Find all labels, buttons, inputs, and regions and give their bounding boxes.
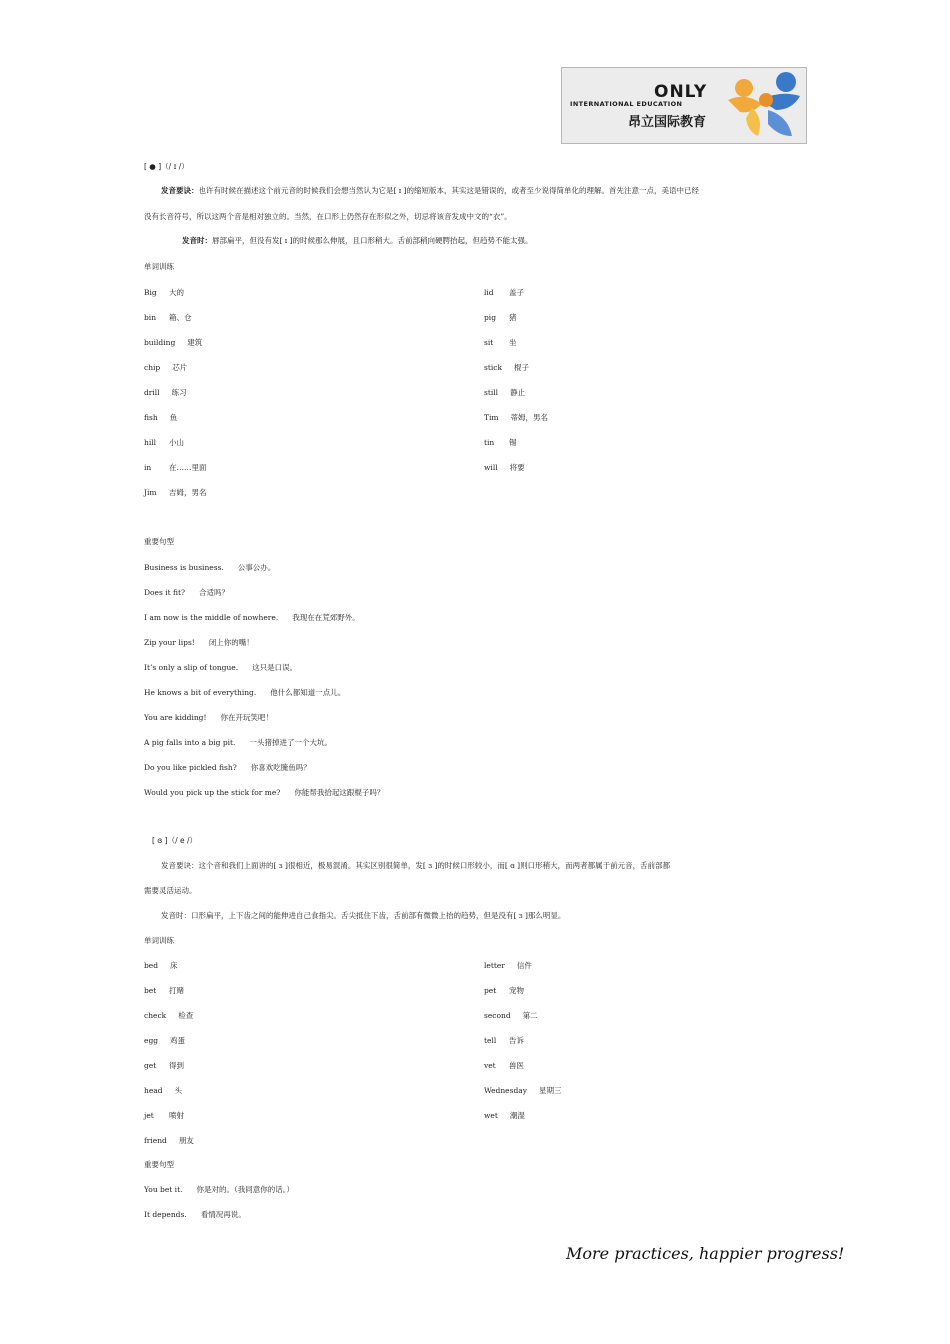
logo-subtitle: INTERNATIONAL EDUCATION: [570, 100, 683, 108]
entry-chinese: 建筑: [187, 338, 203, 347]
entry-english: in: [144, 463, 152, 472]
entry-english: pig: [484, 313, 497, 322]
company-logo: [561, 67, 807, 144]
entry-chinese: 一头猪掉进了一个大坑。: [249, 738, 332, 747]
entry-chinese: 这只是口误。: [252, 663, 298, 672]
entry-chinese: 将要: [509, 463, 525, 472]
entry-chinese: 你在开玩笑吧！: [220, 713, 273, 722]
entry-chinese: 潮湿: [509, 1111, 525, 1120]
entry-english: He knows a bit of everything.: [144, 688, 257, 697]
entry-english: Zip your lips!: [144, 638, 195, 647]
entry-english: tin: [484, 438, 495, 447]
entry-chinese: 你能帮我拾起这跟棍子吗？: [294, 788, 385, 797]
entry-chinese: 看情况再说。: [200, 1210, 246, 1219]
section2-words-title: 单词训练: [144, 936, 174, 945]
entry-english: You are kidding!: [144, 713, 207, 722]
entry-english: It’s only a slip of tongue.: [144, 663, 239, 672]
entry-chinese: 鸡蛋: [170, 1036, 186, 1045]
entry-chinese: 喷射: [169, 1111, 184, 1120]
entry-chinese: 兽医: [509, 1061, 524, 1070]
entry-english: Jim: [144, 488, 157, 497]
section2-sentences-title: 重要句型: [144, 1160, 174, 1169]
entry-chinese: 芯片: [172, 363, 188, 372]
entry-chinese: 得到: [169, 1061, 184, 1070]
entry-chinese: 小山: [169, 438, 184, 447]
entry-chinese: 他什么都知道一点儿。: [270, 688, 346, 697]
entry-english: Big: [144, 288, 157, 297]
entry-english: second: [484, 1011, 511, 1020]
section1-sentences-title: 重要句型: [144, 537, 174, 546]
section2-pron-line1: 发音要诀：这个音和我们上面讲的[ ɜ ]很相近，极易混淆。其实区别很简单，发[ ɜ ]的时候口形较小，而[ ɞ ]则口形稍大，而两者都属于前元音，舌前部都: [161, 861, 671, 870]
section1-words-title: 单词训练: [144, 262, 174, 271]
entry-chinese: 吉姆，男名: [169, 488, 207, 497]
entry-chinese: 打赌: [169, 986, 184, 995]
entry-chinese: 朋友: [178, 1136, 194, 1145]
entry-chinese: 星期三: [538, 1086, 562, 1095]
entry-english: fish: [144, 413, 158, 422]
entry-english: check: [144, 1011, 167, 1020]
entry-chinese: 练习: [171, 388, 187, 397]
entry-english: wet: [484, 1111, 498, 1120]
entry-chinese: 蒂姆，男名: [510, 413, 549, 422]
entry-english: Business is business.: [144, 563, 224, 572]
entry-chinese: 鱼: [169, 413, 178, 422]
entry-chinese: 在……里面: [169, 463, 207, 472]
entry-chinese: 床: [170, 961, 178, 970]
section1-pron-line2: 没有长音符号，所以这两个音是相对独立的。当然，在口形上仍然存在形似之外，切忌将该音发成中文的“衣”。: [144, 212, 512, 221]
entry-english: bin: [144, 313, 157, 322]
entry-chinese: 你是对的。（我同意你的话。）: [196, 1185, 294, 1194]
entry-chinese: 静止: [510, 388, 526, 397]
entry-english: drill: [144, 388, 160, 397]
entry-english: friend: [144, 1136, 167, 1145]
entry-english: lid: [484, 288, 494, 297]
section1-header: [ ● ]（/ ɪ /）: [144, 162, 189, 171]
logo-figures-icon: [722, 70, 806, 142]
entry-english: jet: [144, 1111, 154, 1120]
entry-english: I am now is the middle of nowhere.: [144, 613, 279, 622]
entry-chinese: 公事公办。: [237, 563, 276, 572]
entry-english: sit: [484, 338, 494, 347]
pron2-label: 发音时：: [182, 236, 212, 245]
entry-english: Do you like pickled fish?: [144, 763, 237, 772]
entry-english: bet: [144, 986, 157, 995]
entry-english: You bet it.: [144, 1185, 183, 1194]
entry-chinese: 合适吗？: [199, 588, 230, 597]
entry-english: get: [144, 1061, 157, 1070]
section2-pron-line2: 需要灵活运动。: [144, 886, 197, 895]
entry-english: letter: [484, 961, 505, 970]
entry-chinese: 坐: [509, 338, 517, 347]
entry-chinese: 猪: [509, 313, 517, 322]
entry-chinese: 第二: [522, 1011, 538, 1020]
section2-header: [ ɞ ]（/ e /）: [152, 836, 198, 845]
entry-english: It depends.: [144, 1210, 187, 1219]
section1-pron-line1: 发音要诀：也许有时候在描述这个前元音的时候我们会想当然认为它是[ ɪ ]的缩短版本，其实这是错误的，或者至少说得简单化的理解。首先注意一点，美语中已经: [161, 186, 700, 195]
entry-chinese: 闭上你的嘴！: [208, 638, 254, 647]
entry-english: stick: [484, 363, 503, 372]
entry-english: head: [144, 1086, 163, 1095]
entry-chinese: 宠物: [509, 986, 524, 995]
entry-english: chip: [144, 363, 161, 372]
entry-chinese: 大的: [169, 288, 184, 297]
entry-chinese: 你喜欢吃腌鱼吗？: [250, 763, 311, 772]
footer-slogan: More practices, happier progress!: [566, 1244, 845, 1263]
entry-english: A pig falls into a big pit.: [144, 738, 236, 747]
entry-english: pet: [484, 986, 497, 995]
entry-english: will: [484, 463, 498, 472]
logo-chinese-name: 昂立国际教育: [628, 115, 707, 130]
entry-english: Wednesday: [484, 1086, 527, 1095]
entry-chinese: 箱、仓: [169, 313, 192, 322]
entry-english: egg: [144, 1036, 159, 1045]
entry-chinese: 信件: [516, 961, 532, 970]
logo-brand: ONLY: [654, 82, 708, 102]
entry-english: Would you pick up the stick for me?: [144, 788, 281, 797]
entry-chinese: 检查: [178, 1011, 194, 1020]
entry-chinese: 盖子: [509, 288, 524, 297]
section2-pron2: 发音时：口形扁平，上下齿之间的能伸进自己食指尖。舌尖抵住下齿，舌前部有微微上抬的趋势，但是没有[ ɜ ]那么明显。: [161, 911, 566, 920]
section1-pron2: 发音时：唇部扁平，但没有发[ ɪ ]的时候那么伸展，且口形稍大。舌前部稍向硬腭抬起，但趋势不能太强。: [182, 236, 533, 245]
entry-english: building: [144, 338, 176, 347]
entry-chinese: 头: [174, 1086, 183, 1095]
entry-chinese: 棍子: [514, 363, 530, 372]
entry-english: Tim: [484, 413, 499, 422]
entry-english: still: [484, 388, 499, 397]
entry-english: hill: [144, 438, 157, 447]
entry-chinese: 锡: [509, 438, 517, 447]
entry-english: bed: [144, 961, 159, 970]
entry-english: vet: [484, 1061, 496, 1070]
pron-label: 发音要诀：: [161, 186, 199, 195]
entry-chinese: 告诉: [509, 1036, 524, 1045]
entry-english: tell: [484, 1036, 497, 1045]
entry-english: Does it fit?: [144, 588, 186, 597]
entry-chinese: 我现在在荒郊野外。: [292, 613, 360, 622]
